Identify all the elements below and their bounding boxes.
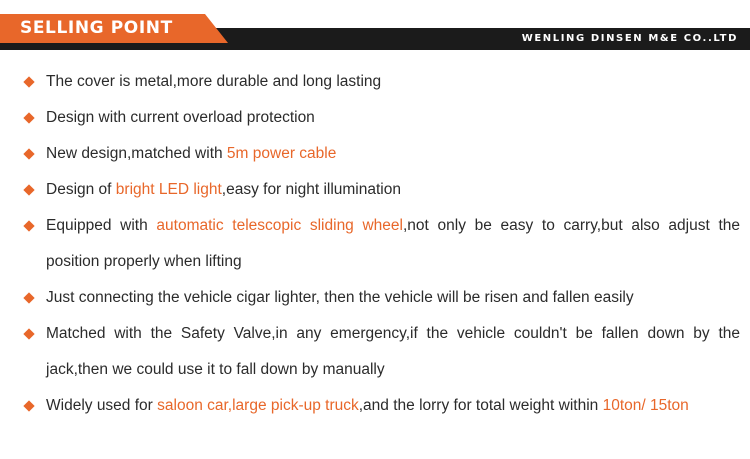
list-item bbox=[0, 136, 750, 172]
list-item bbox=[0, 316, 750, 388]
diamond-bullet-icon bbox=[23, 292, 34, 303]
diamond-bullet-icon bbox=[23, 328, 34, 339]
list-item bbox=[0, 64, 750, 100]
diamond-bullet-icon bbox=[23, 112, 34, 123]
diamond-bullet-icon bbox=[23, 220, 34, 231]
list-item bbox=[0, 280, 750, 316]
point-text: ,not only be easy to carry,but also adjust the position properly when lifting bbox=[46, 217, 741, 270]
point-text: Widely used for bbox=[46, 397, 158, 414]
list-item bbox=[0, 208, 750, 280]
point-text: New design,matched with bbox=[46, 145, 227, 162]
highlight-text: 5m power cable bbox=[226, 145, 337, 162]
point-text: Design of bbox=[46, 181, 116, 198]
selling-points-list bbox=[0, 64, 750, 424]
point-text: Matched with the Safety Valve,in any emergency,if the vehicle couldn't be fallen down by the jack,then we could use it to fall down by manually bbox=[46, 325, 740, 378]
list-item bbox=[0, 172, 750, 208]
point-text: ,and the lorry for total weight within bbox=[358, 397, 603, 414]
diamond-bullet-icon bbox=[23, 400, 34, 411]
point-text: Design with current overload protection bbox=[46, 109, 315, 126]
section-header bbox=[0, 14, 750, 50]
section-title: SELLING POINT bbox=[20, 18, 173, 38]
highlight-text: bright LED light bbox=[115, 181, 222, 198]
company-name: WENLING DINSEN M&E CO..LTD bbox=[521, 33, 738, 44]
point-text: ,easy for night illumination bbox=[221, 181, 401, 198]
point-text: The cover is metal,more durable and long lasting bbox=[46, 73, 382, 90]
highlight-text: 10ton/ 15ton bbox=[602, 397, 689, 414]
diamond-bullet-icon bbox=[23, 76, 34, 87]
highlight-text: automatic telescopic sliding wheel bbox=[156, 217, 403, 234]
list-item bbox=[0, 388, 750, 424]
diamond-bullet-icon bbox=[23, 184, 34, 195]
highlight-text: saloon car,large pick-up truck bbox=[157, 397, 359, 414]
list-item bbox=[0, 100, 750, 136]
point-text: Just connecting the vehicle cigar lighter, then the vehicle will be risen and fallen easily bbox=[46, 289, 634, 306]
point-text: Equipped with bbox=[46, 217, 157, 234]
diamond-bullet-icon bbox=[23, 148, 34, 159]
